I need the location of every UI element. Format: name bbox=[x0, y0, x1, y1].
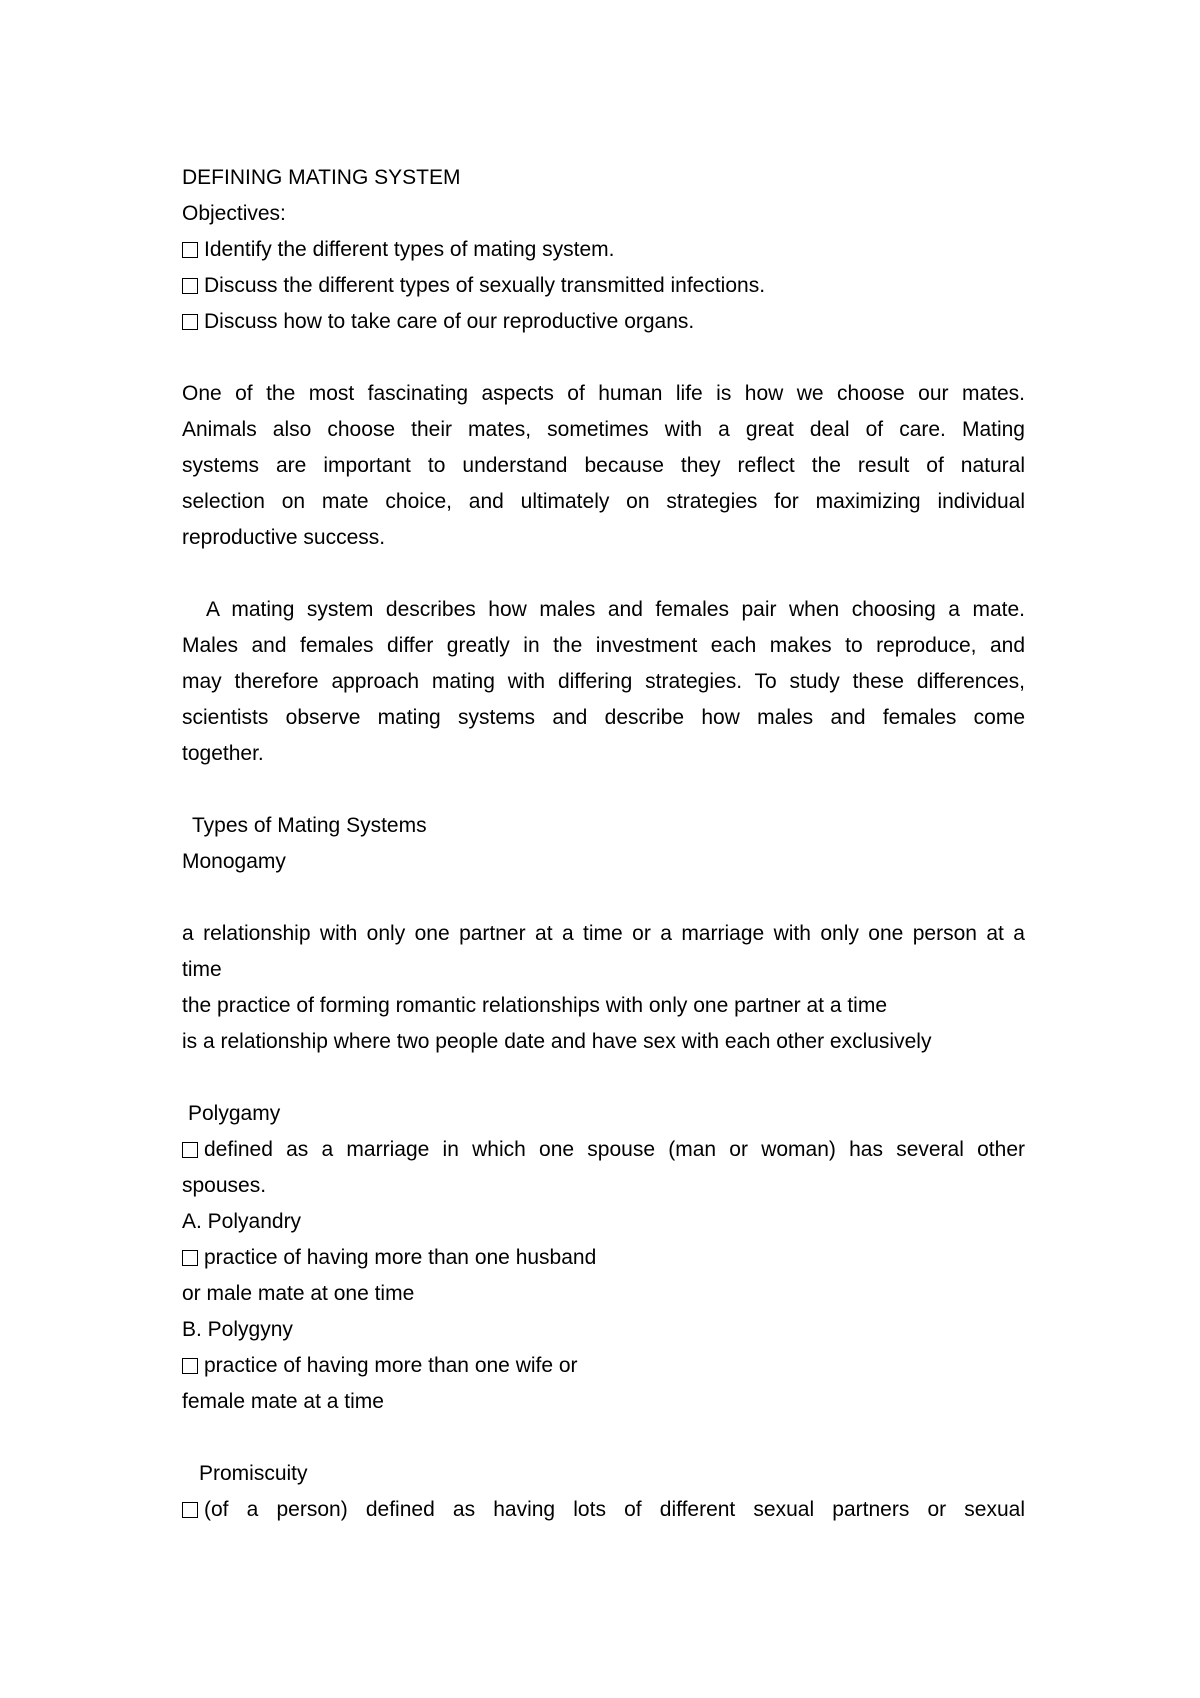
checkbox-icon bbox=[182, 314, 198, 330]
intro-line: reproductive success. bbox=[182, 526, 386, 549]
polyandry-heading: A. Polyandry bbox=[182, 1210, 302, 1233]
monogamy-heading: Monogamy bbox=[182, 850, 286, 873]
intro-line: selection on mate choice, and ultimately on strategies for maximizing individual bbox=[182, 490, 1025, 513]
spacer bbox=[182, 1060, 1025, 1096]
objectives-heading: Objectives: bbox=[182, 202, 286, 225]
polygyny-text: practice of having more than one wife or bbox=[204, 1354, 578, 1377]
types-heading: Types of Mating Systems bbox=[192, 814, 427, 837]
checkbox-icon bbox=[182, 278, 198, 294]
polygyny-heading: B. Polygyny bbox=[182, 1318, 293, 1341]
definition-line: Males and females differ greatly in the investment each makes to reproduce, and bbox=[182, 634, 1025, 657]
definition-line: scientists observe mating systems and describe how males and females come bbox=[182, 706, 1025, 729]
monogamy-line: the practice of forming romantic relationships with only one partner at a time bbox=[182, 994, 888, 1017]
spacer bbox=[182, 1420, 1025, 1456]
objective-text: Discuss how to take care of our reproductive organs. bbox=[204, 310, 695, 333]
polygamy-heading: Polygamy bbox=[188, 1102, 281, 1125]
checkbox-icon bbox=[182, 1250, 198, 1266]
document-title: DEFINING MATING SYSTEM bbox=[182, 166, 461, 189]
polygamy-def-text: defined as a marriage in which one spouse (man or woman) has several other bbox=[204, 1138, 1025, 1161]
objective-text: Identify the different types of mating system. bbox=[204, 238, 615, 261]
definition-line: together. bbox=[182, 742, 264, 765]
polygyny-continuation: female mate at a time bbox=[182, 1390, 384, 1413]
objective-item bbox=[182, 268, 1025, 304]
checkbox-icon bbox=[182, 1502, 198, 1518]
polygyny-item bbox=[182, 1348, 1025, 1384]
objective-text: Discuss the different types of sexually transmitted infections. bbox=[204, 274, 766, 297]
promiscuity-text: (of a person) defined as having lots of different sexual partners or sexual bbox=[204, 1498, 1025, 1521]
polygamy-def-continuation: spouses. bbox=[182, 1174, 267, 1197]
checkbox-icon bbox=[182, 1358, 198, 1374]
monogamy-line: time bbox=[182, 958, 222, 981]
document-page bbox=[182, 160, 1025, 1528]
promiscuity-heading: Promiscuity bbox=[199, 1462, 308, 1485]
spacer bbox=[182, 772, 1025, 808]
intro-line: systems are important to understand because they reflect the result of natural bbox=[182, 454, 1025, 477]
intro-line: One of the most fascinating aspects of human life is how we choose our mates. bbox=[182, 382, 1025, 405]
checkbox-icon bbox=[182, 242, 198, 258]
objective-item bbox=[182, 232, 1025, 268]
intro-line: Animals also choose their mates, sometimes with a great deal of care. Mating bbox=[182, 418, 1025, 441]
monogamy-line: a relationship with only one partner at a time or a marriage with only one person at a bbox=[182, 922, 1025, 945]
polyandry-item bbox=[182, 1240, 1025, 1276]
spacer bbox=[182, 556, 1025, 592]
polyandry-continuation: or male mate at one time bbox=[182, 1282, 415, 1305]
objective-item bbox=[182, 304, 1025, 340]
definition-line: A mating system describes how males and females pair when choosing a mate. bbox=[206, 598, 1025, 621]
definition-line: may therefore approach mating with differing strategies. To study these differences, bbox=[182, 670, 1025, 693]
polyandry-text: practice of having more than one husband bbox=[204, 1246, 597, 1269]
monogamy-line: is a relationship where two people date and have sex with each other exclusively bbox=[182, 1030, 932, 1053]
spacer bbox=[182, 340, 1025, 376]
spacer bbox=[182, 880, 1025, 916]
polygamy-definition bbox=[182, 1132, 1025, 1168]
checkbox-icon bbox=[182, 1142, 198, 1158]
promiscuity-item bbox=[182, 1492, 1025, 1528]
